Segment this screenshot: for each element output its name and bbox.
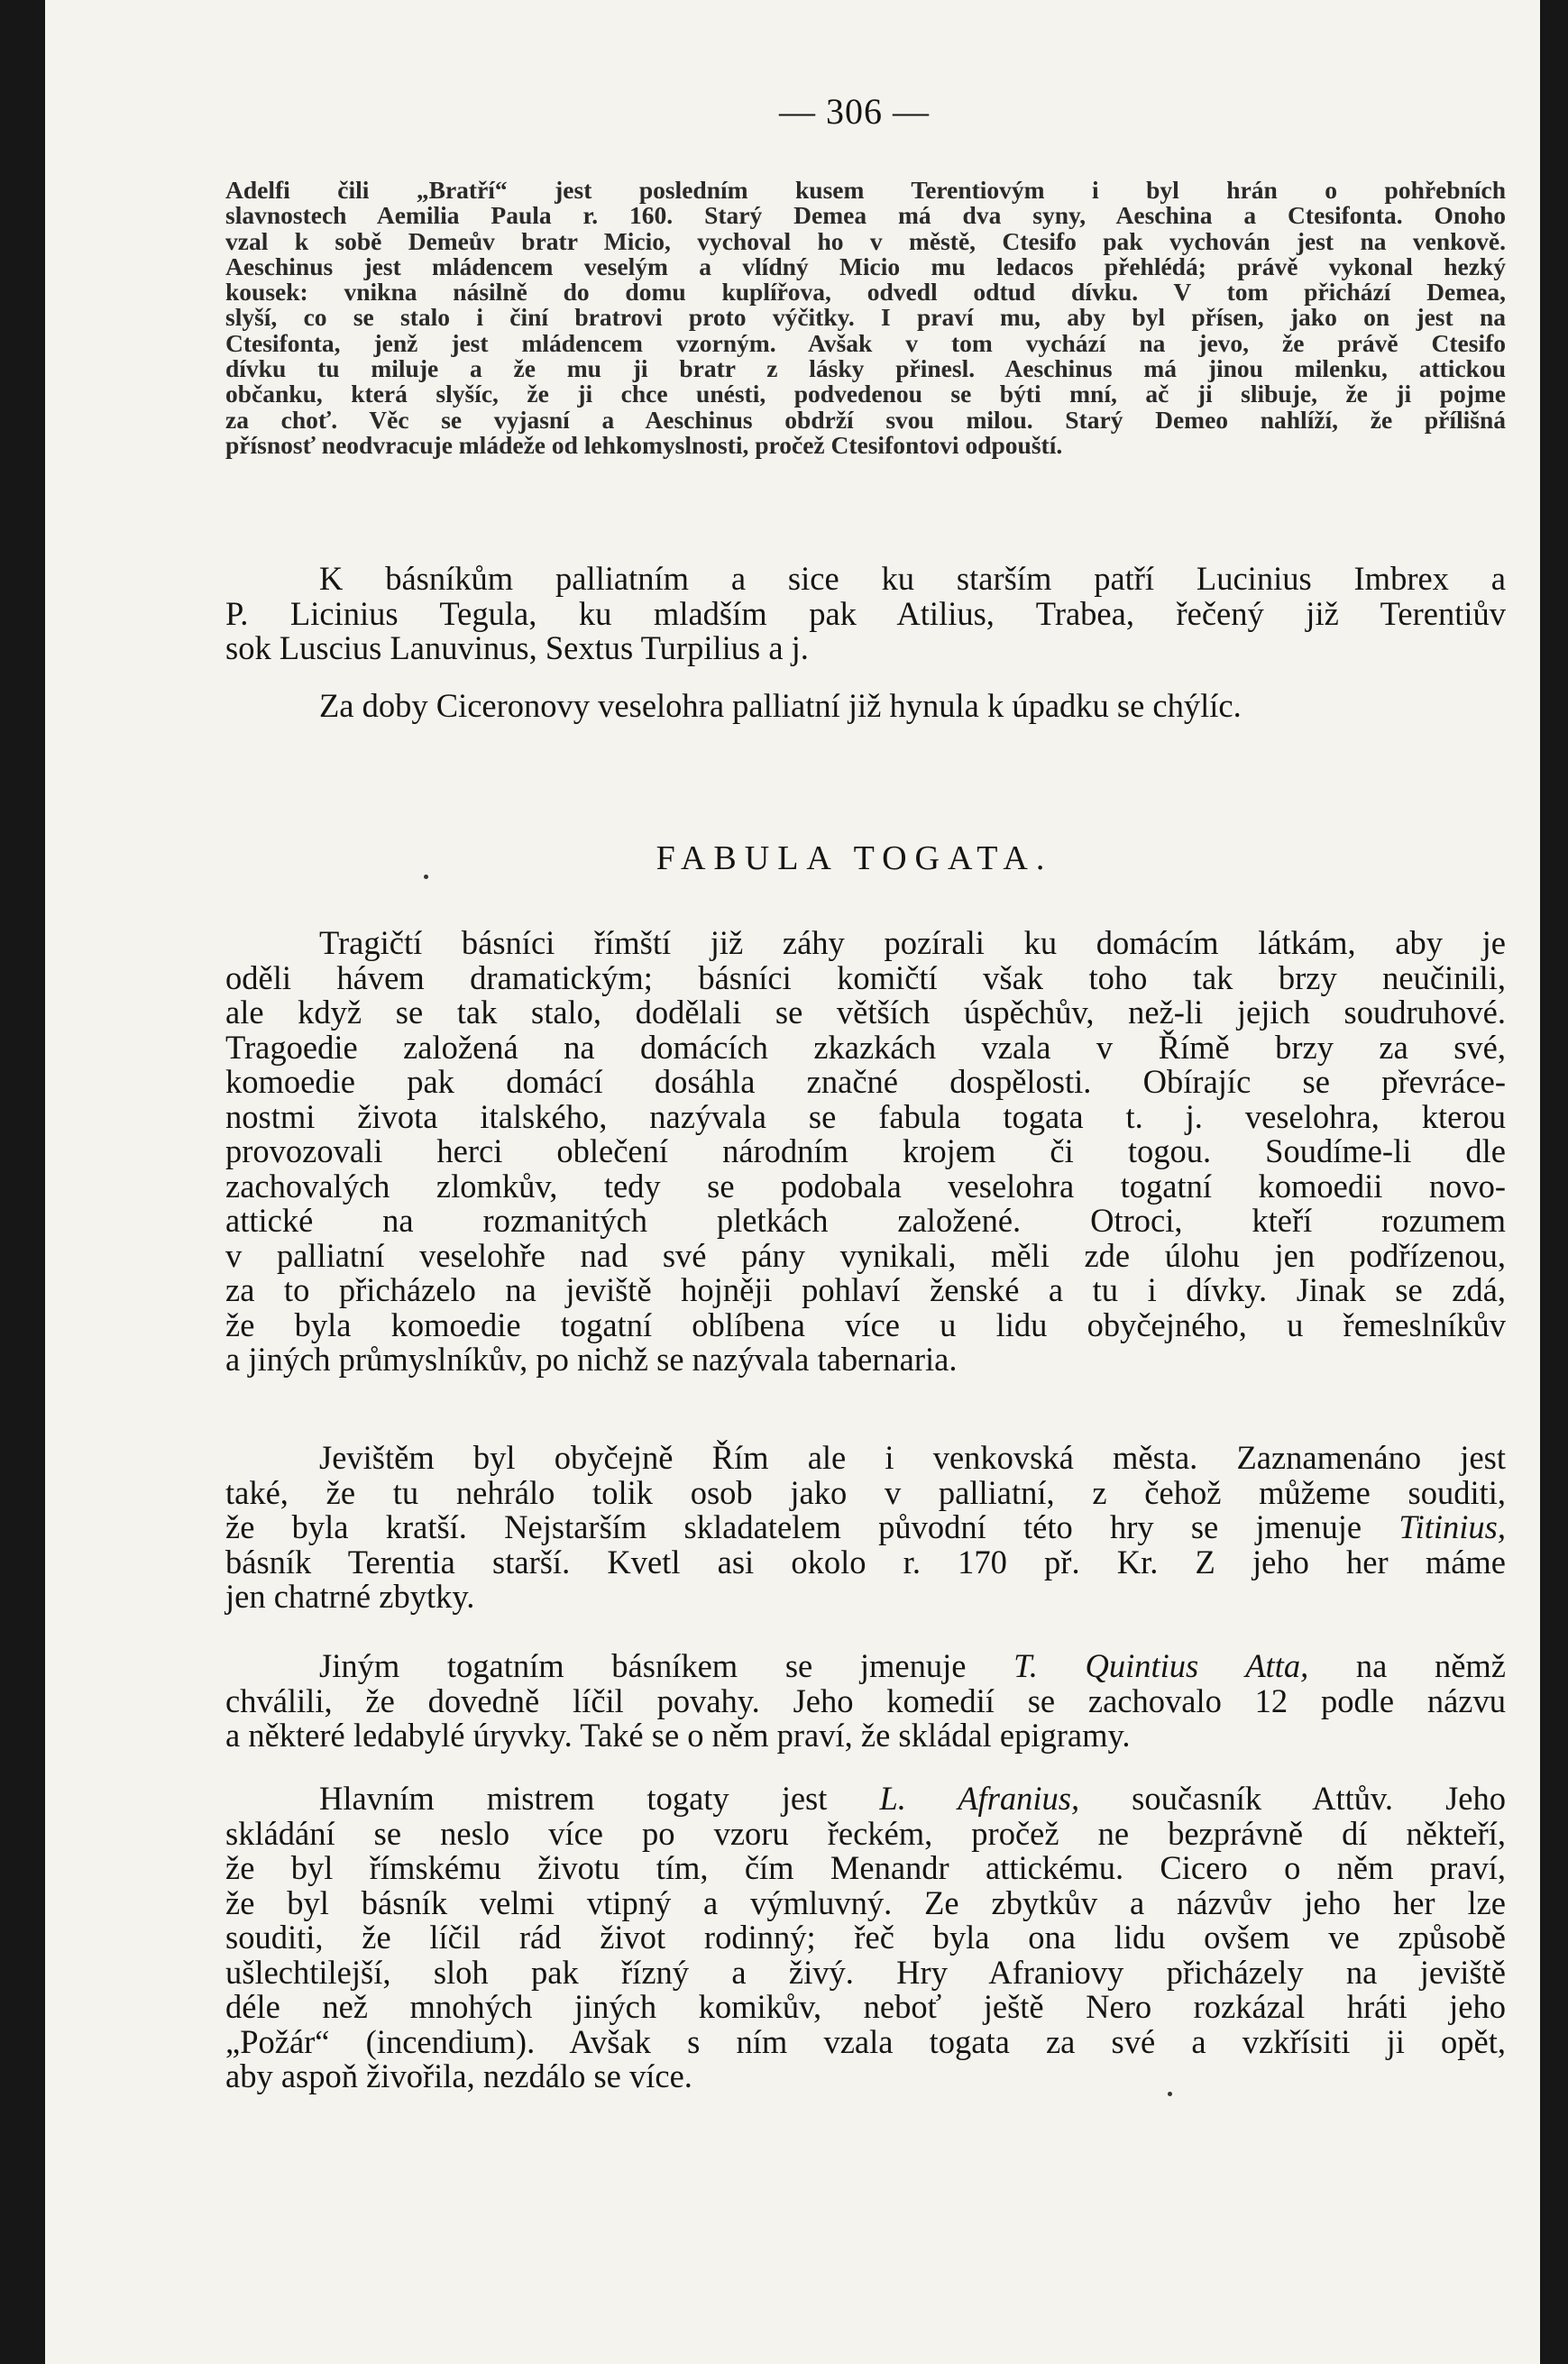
section-heading: FABULA TOGATA. — [656, 839, 1053, 877]
text-line: jen chatrné zbytky. — [225, 1578, 475, 1615]
text-line: v palliatní veselohře nad své pány vynikali, měli zde úlohu jen podřízenou, — [225, 1236, 1506, 1274]
ink-speck — [1168, 2092, 1172, 2096]
text-line — [225, 1782, 1506, 1817]
summary-line: Ctesifonta, jenž jest mládencem vzorným. Avšak v tom vychází na jevo, že právě Ctesifo — [225, 328, 1506, 357]
text-line: a jiných průmyslníkův, po nichž se nazývala tabernaria. — [225, 1341, 958, 1378]
text-line: Jevištěm byl obyčejně Řím ale i venkovská města. Zaznamenáno jest — [319, 1439, 1506, 1476]
text-line — [225, 1510, 1506, 1545]
paragraph-tragedie — [225, 926, 1506, 1378]
ink-speck — [424, 875, 428, 879]
book-page — [45, 0, 1540, 2364]
paragraph-cicero — [225, 689, 1506, 724]
text-line: oděli hávem dramatickým; básníci komičtí však toho tak brzy neučinili, — [225, 958, 1506, 996]
text-line — [225, 1649, 1506, 1684]
author-name-atta: T. Quintius Atta, — [1013, 1647, 1309, 1684]
text-line: souditi, že líčil rád život rodinný; řeč byla ona lidu ovšem ve způsobě — [225, 1919, 1506, 1956]
page-number: — 306 — — [779, 91, 930, 132]
text-line: déle než mnohých jiných komikův, neboť ještě Nero rozkázal hráti jeho — [225, 1988, 1506, 2025]
summary-line: občanku, která slyšíc, že ji chce unésti, podvedenou se býti mní, ač ji slibuje, že ji pojme — [225, 380, 1506, 408]
text-span: že byla kratší. Nejstarším skladatelem původní této hry se jmenuje — [225, 1508, 1362, 1545]
summary-line: Adelfi čili „Bratří“ jest posledním kusem Terentiovým i byl hrán o pohřebních — [225, 176, 1506, 204]
text-line: ale když se tak stalo, dodělali se větších úspěchův, než-li jejich soudruhové. — [225, 994, 1506, 1031]
summary-line: kousek: vnikna násilně do domu kuplířova, odvedl odtud dívku. V tom přichází Demea, — [225, 278, 1506, 307]
play-summary — [225, 178, 1506, 458]
text-line: a některé ledabylé úryvky. Také se o něm praví, že skládal epigramy. — [225, 1717, 1131, 1754]
text-line: ušlechtilejší, sloh pak řízný a živý. Hry Afraniovy přicházely na jeviště — [225, 1953, 1506, 1991]
text-line: sok Luscius Lanuvinus, Sextus Turpilius a j. — [225, 629, 809, 666]
text-line: provozovali herci oblečení národním krojem či togou. Soudíme-li dle — [225, 1132, 1506, 1169]
text-line: chválili, že dovedně líčil povahy. Jeho komedií se zachovalo 12 podle názvu — [225, 1681, 1506, 1719]
summary-line: Aeschinus jest mládencem veselým a vlídný Micio mu ledacos přehlédá; právě vykonal hezký — [225, 252, 1506, 280]
summary-line: přísnosť neodvracuje mládeže od lehkomyslnosti, pročež Ctesifontovi odpouští. — [225, 430, 1063, 459]
summary-line: slyší, co se stalo i činí bratrovi proto výčitky. I praví mu, aby byl přísen, jako on jest na — [225, 303, 1506, 332]
text-span: současník Attův. Jeho — [1132, 1780, 1506, 1817]
text-line: za to přicházelo na jeviště hojněji pohlaví ženské a tu i dívky. Jinak se zdá, — [225, 1271, 1506, 1308]
text-line: Tragičtí básníci římští již záhy pozírali ku domácím látkám, aby je — [319, 924, 1506, 961]
text-line: Tragoedie založená na domácích zkazkách vzala v Římě brzy za své, — [225, 1028, 1506, 1066]
text-line: K básníkům palliatním a sice ku starším patří Lucinius Imbrex a — [319, 560, 1506, 597]
text-line: skládání se neslo více po vzoru řeckém, pročež ne bezprávně dí někteří, — [225, 1814, 1506, 1852]
text-line: aby aspoň živořila, nezdálo se více. — [225, 2057, 692, 2094]
paragraph-afranius — [225, 1782, 1506, 2094]
summary-line: dívku tu miluje a že mu ji bratr z lásky přinesl. Aeschinus má jinou milenku, attickou — [225, 354, 1506, 383]
text-line: Za doby Ciceronovy veselohra palliatní již hynula k úpadku se chýlíc. — [319, 687, 1242, 724]
text-line: „Požár“ (incendium). Avšak s ním vzala togata za své a vzkřísiti ji opět, — [225, 2022, 1506, 2060]
text-line: zachovalých zlomkův, tedy se podobala veselohra togatní komoedii novo- — [225, 1167, 1506, 1205]
author-name-afranius: L. Afranius, — [879, 1780, 1080, 1817]
text-line: také, že tu nehrálo tolik osob jako v palliatní, z čehož můžeme souditi, — [225, 1473, 1506, 1511]
text-line: že byla komoedie togatní oblíbena více u lidu obyčejného, u řemeslníkův — [225, 1306, 1506, 1343]
text-span: na němž — [1355, 1647, 1507, 1684]
paragraph-palliata-poets — [225, 562, 1506, 666]
summary-line: slavnostech Aemilia Paula r. 160. Starý Demea má dva syny, Aeschina a Ctesifonta. Onoho — [225, 201, 1506, 230]
text-line: nostmi života italského, nazývala se fabula togata t. j. veselohra, kterou — [225, 1097, 1506, 1135]
text-line: básník Terentia starší. Kvetl asi okolo r. 170 př. Kr. Z jeho her máme — [225, 1543, 1506, 1581]
author-name-titinius: Titinius, — [1398, 1508, 1507, 1545]
summary-line: vzal k sobě Demeův bratr Micio, vychoval ho v městě, Ctesifo pak vychován jest na venkově. — [225, 226, 1506, 255]
text-line: attické na rozmanitých pletkách založené. Otroci, kteří rozumem — [225, 1202, 1506, 1239]
paragraph-jeviste — [225, 1441, 1506, 1615]
text-span: Hlavním mistrem togaty jest — [319, 1780, 828, 1817]
summary-line: za choť. Věc se vyjasní a Aeschinus obdrží svou milou. Starý Demeo nahlíží, že přílišná — [225, 405, 1506, 434]
text-line: komoedie pak domácí dosáhla značné dospělosti. Obírajíc se převráce- — [225, 1063, 1506, 1100]
text-line: že byl básník velmi vtipný a výmluvný. Ze zbytkův a názvův jeho her lze — [225, 1883, 1506, 1921]
text-span: Jiným togatním básníkem se jmenuje — [319, 1647, 967, 1684]
text-line: P. Licinius Tegula, ku mladším pak Atilius, Trabea, řečený již Terentiův — [225, 594, 1506, 632]
paragraph-atta — [225, 1649, 1506, 1754]
text-line: že byl římskému životu tím, čím Menandr attickému. Cicero o něm praví, — [225, 1849, 1506, 1886]
